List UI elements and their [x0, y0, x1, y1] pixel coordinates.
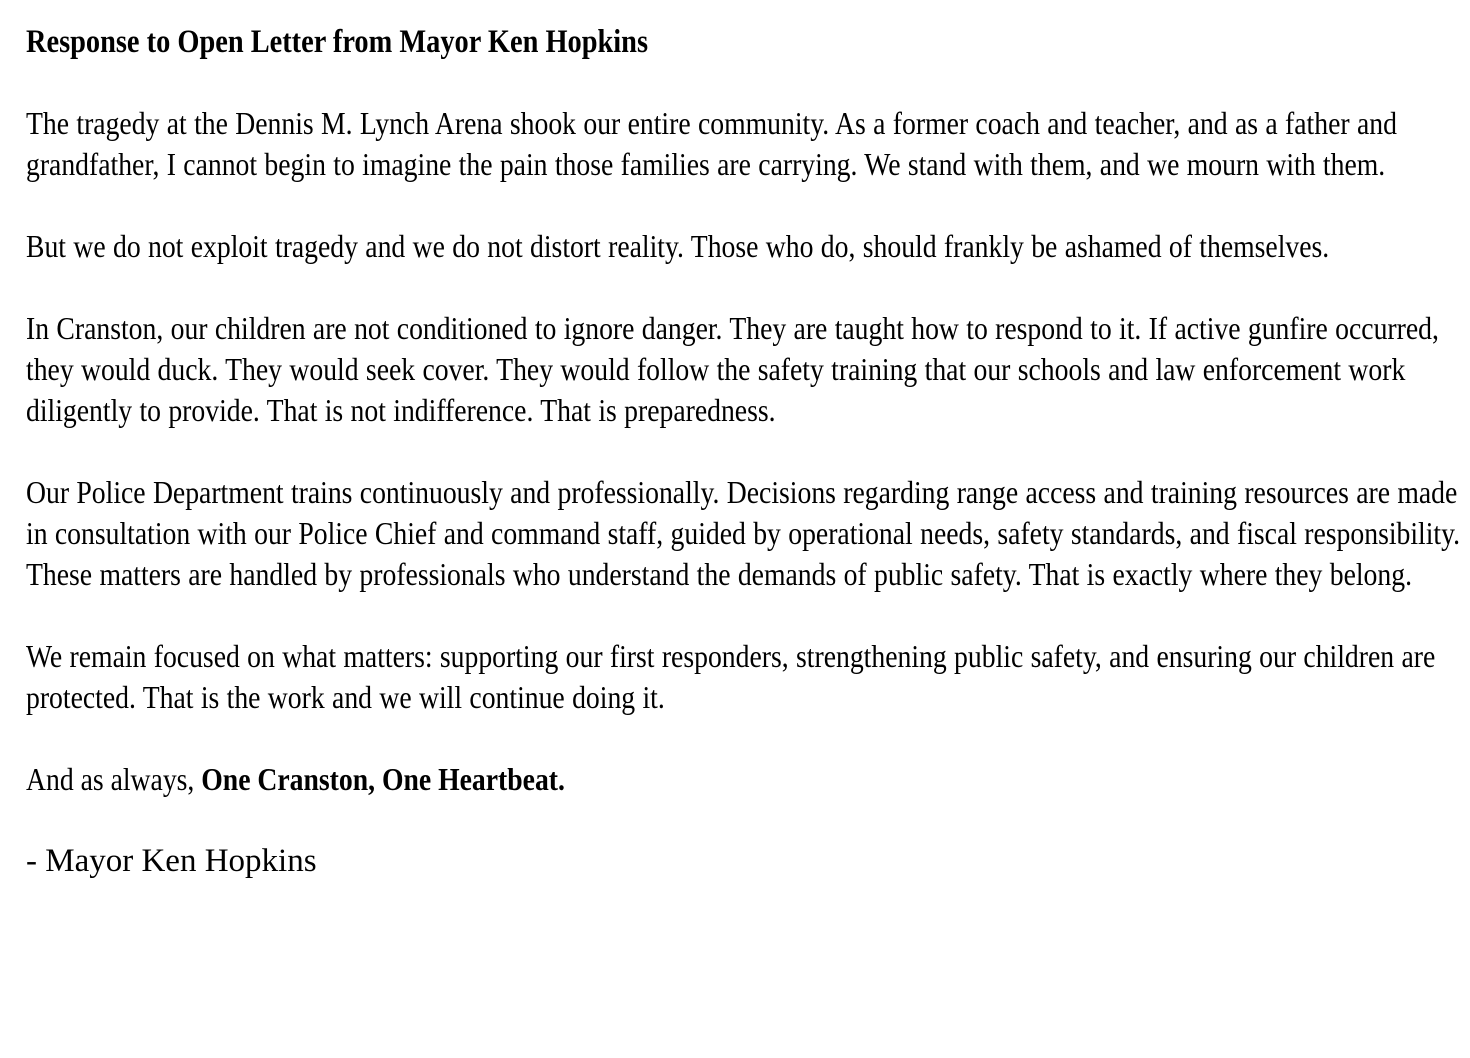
signature-line: - Mayor Ken Hopkins [26, 843, 317, 879]
page-title: Response to Open Letter from Mayor Ken Hopkins [26, 24, 648, 60]
closing-line [26, 759, 1462, 800]
body-paragraph-5: We remain focused on what matters: supporting our first responders, strengthening public safety, and ensuring our children are protected. That is the work and we will continue doing it. [26, 638, 1436, 715]
closing-slogan: One Cranston, One Heartbeat. [201, 761, 565, 797]
closing-lead-text: And as always, [26, 761, 202, 797]
body-paragraph-3: In Cranston, our children are not conditioned to ignore danger. They are taught how to respond to it. If active gunfire occurred, they would duck. They would seek cover. They would follow the safety training that our schools and law enforcement work diligently to provide. That is not indifference. That is preparedness. [26, 310, 1439, 428]
body-paragraph-2: But we do not exploit tragedy and we do not distort reality. Those who do, should frankly be ashamed of themselves. [26, 228, 1330, 264]
body-paragraph-1: The tragedy at the Dennis M. Lynch Arena shook our entire community. As a former coach and teacher, and as a father and grandfather, I cannot begin to imagine the pain those families are carrying. We stand with them, and we mourn with them. [26, 105, 1397, 182]
body-paragraph-4: Our Police Department trains continuously and professionally. Decisions regarding range access and training resources are made in consultation with our Police Chief and command staff, guided by operational needs, safety standards, and fiscal responsibility. These matters are handled by professionals who understand the demands of public safety. That is exactly where they belong. [26, 474, 1461, 592]
